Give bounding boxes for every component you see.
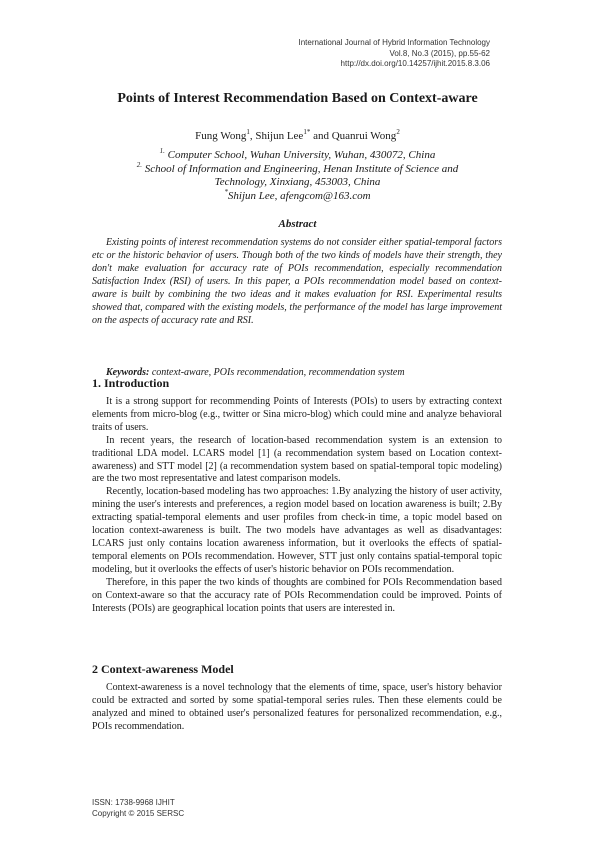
paragraph: It is a strong support for recommending Points of Interests (POIs) to users by extracting context elements from micro-blog (e.g., twitter or Sina micro-blog) which could mine and analyze behavioral traits of users.: [92, 396, 502, 433]
author-line: [0, 130, 595, 142]
issn: ISSN: 1738-9968 IJHIT: [92, 798, 175, 807]
keywords-label: Keywords:: [106, 367, 150, 378]
section-2-heading: 2 Context-awareness Model: [92, 662, 234, 676]
paragraph: Recently, location-based modeling has two approaches: 1.By analyzing the history of user activity, mining the user's interests and preferences, a region model based on location awareness is built; 2.By extracting spatial-temporal elements and user profiles from check-in time, a topic model based on location context-awareness is built. The two models have advantages as well as disadvantages: LCARS just only contains location awareness information, but it overlooks the effects of spatial-temporal elements on POIs recommendation. However, STT just only contains spatial-temporal topic modeling, but it overlooks the effects of user's historic behavior on POIs recommendation.: [92, 486, 502, 575]
affiliation-2: $^{2.}$ School of Information and Engineering, Henan Institute of Science and Technology, Xinxiang, 453003, China: [136, 160, 459, 188]
page-footer: [92, 798, 184, 819]
paragraph: In recent years, the research of location-based recommendation system is an extension to traditional LDA model. LCARS model [1] (a recommendation system based on Location context-awareness) and STT model [2] (a recommendation system based on spatial-temporal topic modeling) are the two most representative and latest comparison models.: [92, 434, 502, 485]
journal-header: [298, 38, 490, 70]
author-name: Shijun Lee: [255, 130, 304, 142]
copyright: Copyright © 2015 SERSC: [92, 808, 185, 818]
paragraph: Context-awareness is a novel technology that the elements of time, space, user's history behavior could be extracted and sorted by some spatial-temporal series rules. Then these elements could be analyzed and mined to obtained user's personalized features for personalized recommendation, e.g., POIs recommendation.: [92, 682, 502, 732]
journal-volume: Vol.8, No.3 (2015), pp.55-62: [389, 48, 490, 58]
paragraph: Therefore, in this paper the two kinds of thoughts are combined for POIs Recommendation based on Context-aware so that the accuracy rate of POIs Recommendation could be improved. Points of Interests (POIs) are geographical location points that users are interested in.: [92, 576, 502, 614]
affiliations: [110, 149, 485, 203]
author-affil-mark: 1*: [303, 128, 311, 136]
abstract-text: Existing points of interest recommendation systems do not consider either spatial-temporal factors etc or the historic behavior of users. Though both of the two kinds of models have their strength, they don't make evaluation for accuracy rate of POIs recommendation, especially recommendation Satisfaction Index (RSI) of users. In this paper, a POIs recommendation model based on context-aware is built by combining the two ideas and it makes evaluation for RSI. Experimental results showed that, compared with the existing models, the performance of the model has large improvement on the aspects of accuracy rate and RSI.: [92, 237, 502, 326]
keywords-text: context-aware, POIs recommendation, recommendation system: [151, 367, 405, 378]
author-separator: ,: [249, 130, 256, 142]
journal-name: International Journal of Hybrid Information Technology: [298, 38, 490, 47]
author-affil-mark: 2: [396, 128, 400, 136]
author-affil-mark: 1: [246, 128, 250, 136]
section-2-body: [92, 682, 502, 734]
author-name: Quanrui Wong: [331, 130, 397, 142]
abstract-heading: Abstract: [278, 218, 317, 230]
affiliation-1: $^{1.}$ Computer School, Wuhan University, Wuhan, 430072, China: [159, 147, 436, 161]
journal-doi: http://dx.doi.org/10.14257/ijhit.2015.8.3.06: [340, 59, 490, 68]
section-1-body: [92, 396, 502, 615]
section-1-heading: 1. Introduction: [92, 376, 170, 390]
author-separator: and: [310, 130, 332, 142]
corresponding-author: *Shijun Lee, afengcom@163.com: [224, 187, 371, 202]
author-name: Fung Wong: [195, 130, 247, 142]
paper-title: Points of Interest Recommendation Based on Context-aware: [117, 91, 478, 106]
